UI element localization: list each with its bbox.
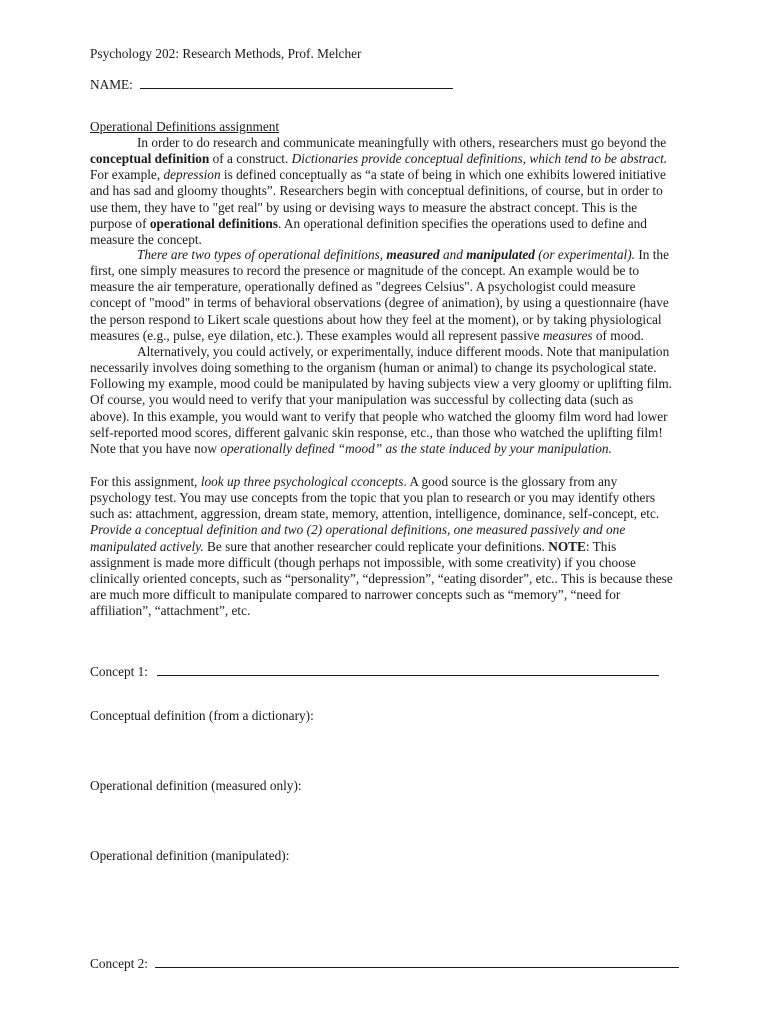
text-line — [90, 522, 625, 538]
text-run: Alternatively, you could actively, or experimentally, induce different moods. Note that manipulation — [137, 344, 670, 359]
text-line — [90, 376, 672, 392]
text-run: measures — [542, 327, 593, 343]
text-run: look up three psychological cconcepts — [200, 474, 404, 489]
text-line — [90, 587, 620, 603]
text-run: measures (e.g., pulse, eye dilation, etc.). These examples would all represent passive — [90, 327, 543, 343]
text-line — [90, 425, 663, 441]
text-line — [90, 409, 668, 425]
text-line — [90, 441, 612, 457]
text-run: There are two types of operational definitions, — [137, 247, 387, 262]
concept1-row — [90, 663, 659, 680]
text-run: is defined conceptually as “a state of being in which one exhibits lowered initiative — [220, 167, 666, 183]
text-run: and — [439, 247, 467, 262]
text-line — [90, 232, 202, 248]
op-manipulated-label: Operational definition (manipulated): — [90, 848, 290, 863]
text-line — [90, 555, 636, 571]
text-run: concept of "mood" in terms of behavioral observations (degree of animation), by using a questionnaire (have — [90, 295, 669, 311]
text-run: : This — [585, 538, 617, 554]
op-measured-label: Operational definition (measured only): — [90, 778, 302, 793]
concept2-blank[interactable] — [155, 955, 679, 968]
text-run: such as: attachment, aggression, dream state, memory, attention, intelligence, dominance, self-concept, etc. — [90, 506, 660, 522]
name-blank[interactable] — [140, 76, 453, 89]
text-line — [90, 263, 639, 279]
text-run: Note that you have now — [90, 440, 221, 456]
text-run: necessarily involves doing something to the organism (human or animal) to change its psychological state. — [90, 360, 657, 376]
text-run: are much more difficult to manipulate compared to narrower concepts such as “memory”, “need for — [90, 587, 621, 603]
text-run: Following my example, mood could be manipulated by having subjects view a very gloomy or uplifting film. — [90, 376, 673, 392]
text-run: In the — [635, 247, 669, 262]
text-run: conceptual definition — [90, 151, 210, 167]
text-run: measured — [386, 247, 440, 262]
text-run: depression — [163, 167, 221, 183]
text-run: the person respond to Likert scale questions about how they feel at the moment), or by taking physiological — [90, 311, 662, 327]
text-run: use them, they have to "get real" by using or devising ways to measure the abstract concept. This is the — [90, 199, 638, 215]
text-line — [90, 392, 633, 408]
text-line — [90, 135, 666, 151]
text-run: measure the concept. — [90, 231, 202, 247]
concept2-row — [90, 955, 679, 972]
text-run: Dictionaries provide conceptual definitions, which tend to be abstract. — [291, 151, 668, 167]
text-run: operational definitions — [149, 215, 279, 231]
concept1-label: Concept 1: — [90, 664, 148, 679]
name-row — [90, 76, 453, 93]
text-run: . An operational definition specifies the operations used to define and — [278, 215, 647, 231]
text-line — [90, 151, 667, 167]
text-line — [90, 344, 669, 360]
text-run: above). In this example, you would want to verify that people who watched the gloomy film word had lower — [90, 408, 668, 424]
text-run: For example, — [90, 167, 164, 183]
text-run: In order to do research and communicate meaningfully with others, researchers must go beyond the — [137, 135, 667, 150]
text-line — [90, 200, 637, 216]
text-run: operationally defined “mood” as the state induced by your manipulation. — [220, 440, 612, 456]
text-line — [90, 506, 659, 522]
assignment-title: Operational Definitions assignment — [90, 119, 280, 134]
text-run: self-reported mood scores, different galvanic skin response, etc., than those who watched the uplifting film! — [90, 424, 663, 440]
course-header: Psychology 202: Research Methods, Prof. Melcher — [90, 46, 362, 61]
text-line — [90, 279, 636, 295]
text-line — [90, 167, 666, 183]
text-line — [90, 328, 644, 344]
text-line — [90, 312, 662, 328]
text-run: clinically oriented concepts, such as “personality”, “depression”, “eating disorder”, etc.. This is because these — [90, 570, 673, 586]
text-run: measure the air temperature, operationally defined as "degrees Celsius". A psychologist could measure — [90, 279, 636, 295]
text-line — [90, 295, 669, 311]
concept1-blank[interactable] — [157, 663, 659, 676]
text-run: Provide a conceptual definition and two (2) operational definitions, one measured passively and one — [90, 522, 626, 538]
text-run: Be sure that another researcher could replicate your definitions. — [203, 538, 549, 554]
text-run: (or experimental). — [534, 247, 636, 262]
text-line — [90, 474, 617, 490]
text-run: of a construct. — [209, 151, 292, 167]
text-run: . A good source is the glossary from any — [403, 474, 618, 489]
text-line — [90, 247, 669, 263]
text-run: of mood. — [592, 327, 644, 343]
text-run: For this assignment, — [90, 474, 201, 489]
text-run: manipulated — [466, 247, 535, 262]
text-line — [90, 216, 647, 232]
text-line — [90, 490, 655, 506]
conceptual-definition-label: Conceptual definition (from a dictionary): — [90, 708, 314, 723]
text-line — [90, 183, 663, 199]
text-run: first, one simply measures to record the presence or magnitude of the concept. An example would be to — [90, 263, 640, 279]
text-line — [90, 571, 673, 587]
text-line — [90, 603, 250, 619]
text-run: NOTE — [548, 538, 586, 554]
text-run: Of course, you would need to verify that your manipulation was successful by collecting data (such as — [90, 392, 634, 408]
name-label: NAME: — [90, 77, 133, 92]
text-run: psychology test. You may use concepts from the topic that you plan to research or you may identify others — [90, 490, 656, 506]
concept2-label: Concept 2: — [90, 956, 148, 971]
text-line — [90, 360, 657, 376]
text-run: and has sad and gloomy thoughts”. Researchers begin with conceptual definitions, of course, but in order to — [90, 183, 663, 199]
text-run: manipulated actively. — [90, 538, 204, 554]
text-run: assignment is made more difficult (though perhaps not impossible, with some creativity) if you choose — [90, 554, 636, 570]
text-run: purpose of — [90, 215, 150, 231]
text-line — [90, 539, 616, 555]
text-run: affiliation”, “attachment”, etc. — [90, 603, 251, 619]
